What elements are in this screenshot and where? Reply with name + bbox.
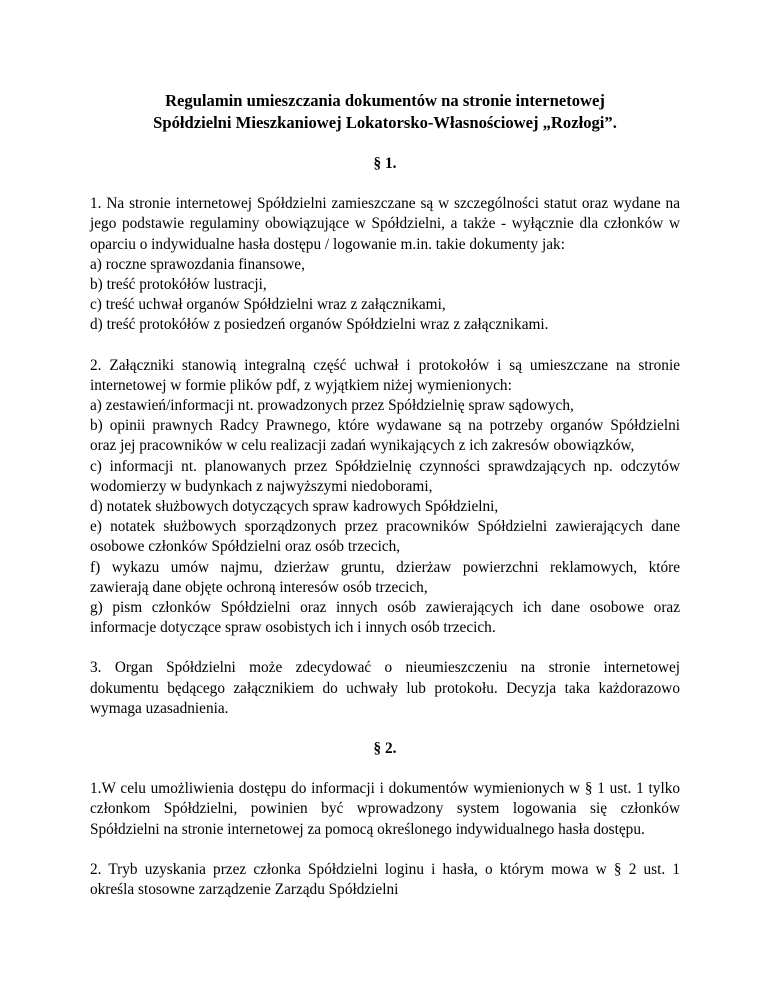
- title-line: Spółdzielni Mieszkaniowej Lokatorsko-Własnościowej „Rozłogi”.: [153, 113, 617, 132]
- list-item: a) zestawień/informacji nt. prowadzonych przez Spółdzielnię spraw sądowych,: [90, 397, 574, 415]
- text-line: wodomierzy w budynkach z najwyższymi niedoborami,: [90, 477, 433, 495]
- list-item: d) notatek służbowych dotyczących spraw kadrowych Spółdzielni,: [90, 498, 499, 516]
- text-line: informacje dotyczące spraw osobistych ich i innych osób trzecich.: [90, 619, 496, 637]
- section-heading: § 2.: [373, 740, 397, 758]
- text-line: internetowej w formie plików pdf, z wyjątkiem niżej wymienionych:: [90, 376, 512, 394]
- text-line: określa stosowne zarządzenie Zarządu Spółdzielni: [90, 881, 399, 899]
- text-line: jego podstawie regulaminy obowiązujące w Spółdzielni, a także - wyłącznie dla członków w: [90, 215, 680, 233]
- paragraph: [90, 356, 680, 639]
- text-line: oraz jej pracowników w celu realizacji zadań wynikających z ich zakresów obowiązków,: [90, 437, 635, 455]
- text-line: osobowe członków Spółdzielni oraz osób trzecich,: [90, 538, 401, 556]
- text-line: oparciu o indywidualne hasła dostępu / logowanie m.in. takie dokumenty jak:: [90, 235, 565, 253]
- text-line: 3. Organ Spółdzielni może zdecydować o nieumieszczeniu na stronie internetowej: [90, 659, 680, 677]
- list-item: c) informacji nt. planowanych przez Spółdzielnię czynności sprawdzających np. odczytów: [90, 457, 680, 475]
- section-heading: § 1.: [373, 155, 397, 172]
- list-item: d) treść protokółów z posiedzeń organów Spółdzielni wraz z załącznikami.: [90, 316, 549, 334]
- document-title: [90, 90, 680, 134]
- paragraph: [90, 779, 680, 840]
- list-item: b) opinii prawnych Radcy Prawnego, które wydawane są na potrzeby organów Spółdzielni: [90, 417, 680, 435]
- paragraph: [90, 860, 680, 900]
- list-item: g) pism członków Spółdzielni oraz innych osób zawierających ich dane osobowe oraz: [90, 599, 680, 617]
- document-page: [90, 90, 680, 900]
- text-line: Spółdzielni na stronie internetowej za pomocą określonego indywidualnego hasła dostępu.: [90, 820, 645, 838]
- list-item: f) wykazu umów najmu, dzierżaw gruntu, dzierżaw powierzchni reklamowych, które: [90, 558, 680, 576]
- text-line: członkom Spółdzielni, powinien być wprowadzony system logowania się członków: [90, 800, 680, 818]
- title-line: Regulamin umieszczania dokumentów na stronie internetowej: [165, 91, 605, 110]
- text-line: 2. Załączniki stanowią integralną część uchwał i protokołów i są umieszczane na stronie: [90, 356, 680, 374]
- text-line: zawierają dane objęte ochroną interesów osób trzecich,: [90, 578, 428, 596]
- text-line: wymaga uzasadnienia.: [90, 699, 229, 717]
- paragraph: [90, 658, 680, 719]
- list-item: b) treść protokółów lustracji,: [90, 276, 267, 294]
- text-line: dokumentu będącego załącznikiem do uchwały lub protokołu. Decyzja taka każdorazowo: [90, 679, 680, 697]
- text-line: 1. Na stronie internetowej Spółdzielni zamieszczane są w szczególności statut oraz wydane na: [90, 195, 680, 213]
- text-line: 2. Tryb uzyskania przez członka Spółdzielni loginu i hasła, o którym mowa w § 2 ust. 1: [90, 860, 680, 878]
- list-item: a) roczne sprawozdania finansowe,: [90, 255, 305, 273]
- list-item: c) treść uchwał organów Spółdzielni wraz z załącznikami,: [90, 296, 446, 314]
- text-line: 1.W celu umożliwienia dostępu do informacji i dokumentów wymienionych w § 1 ust. 1 tylko: [90, 780, 680, 798]
- paragraph: [90, 194, 680, 335]
- list-item: e) notatek służbowych sporządzonych przez pracowników Spółdzielni zawierających dane: [90, 518, 680, 536]
